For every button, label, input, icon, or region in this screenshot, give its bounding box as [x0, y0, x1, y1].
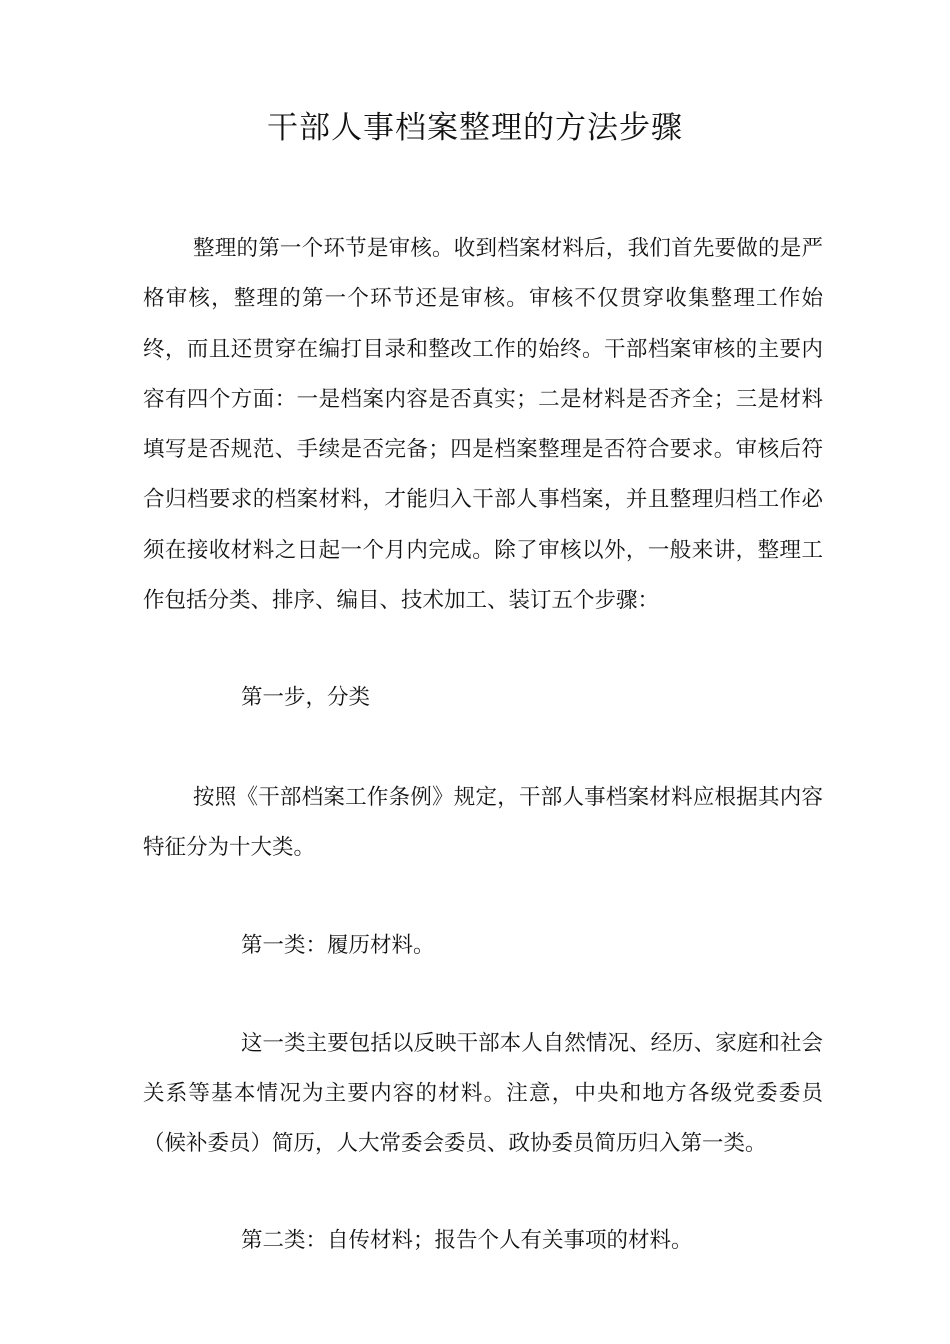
paragraph-category-one-description: 这一类主要包括以反映干部本人自然情况、经历、家庭和社会关系等基本情况为主要内容的材料。注意，中央和地方各级党委委员（候补委员）简历，人大常委会委员、政协委员简历归入第一类。	[143, 1030, 823, 1157]
document-body	[143, 224, 823, 1267]
document-title: 干部人事档案整理的方法步骤	[267, 110, 683, 146]
heading-step-one-classification: 第一步，分类	[241, 685, 371, 711]
heading-category-two: 第二类：自传材料；报告个人有关事项的材料。	[241, 1228, 693, 1254]
paragraph-review: 整理的第一个环节是审核。收到档案材料后，我们首先要做的是严格审核，整理的第一个环节还是审核。审核不仅贯穿收集整理工作始终，而且还贯穿在编打目录和整改工作的始终。干部档案审核的主要内容有四个方面：一是档案内容是否真实；二是材料是否齐全；三是材料填写是否规范、手续是否完备；四是档案整理是否符合要求。审核后符合归档要求的档案材料，才能归入干部人事档案，并且整理归档工作必须在接收材料之日起一个月内完成。除了审核以外，一般来讲，整理工作包括分类、排序、编目、技术加工、装订五个步骤：	[143, 236, 823, 614]
heading-category-one: 第一类：履历材料。	[241, 933, 435, 959]
paragraph-classification-rule: 按照《干部档案工作条例》规定，干部人事档案材料应根据其内容特征分为十大类。	[143, 784, 823, 860]
